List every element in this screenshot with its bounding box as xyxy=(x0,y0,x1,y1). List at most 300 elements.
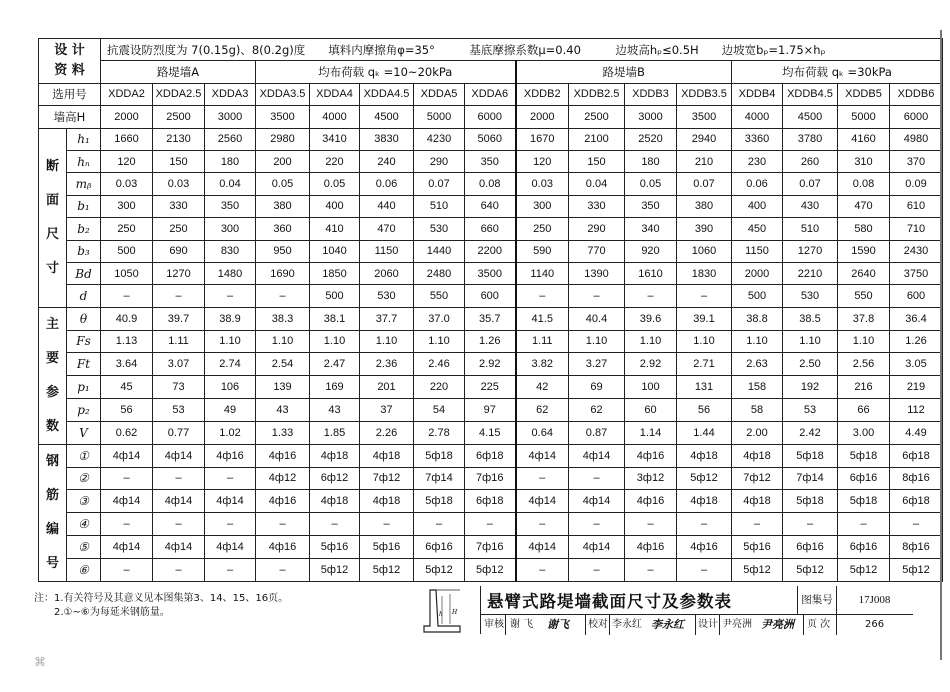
table-cell: 350 xyxy=(465,150,516,172)
table-cell: 3410 xyxy=(310,128,360,150)
table-cell: 4ф14 xyxy=(516,536,569,559)
table-cell: 2100 xyxy=(569,128,625,150)
table-cell: 3750 xyxy=(890,262,943,284)
design-label: 设计 xyxy=(698,618,718,630)
table-cell: 2.50 xyxy=(783,353,838,376)
table-cell: 4ф18 xyxy=(677,444,732,467)
table-cell: – xyxy=(516,558,569,581)
table-cell: 3.05 xyxy=(890,353,943,376)
model-cell: XDDA3 xyxy=(205,83,256,105)
table-cell: – xyxy=(360,513,414,536)
table-cell: 2.47 xyxy=(310,353,360,376)
table-cell: 6ф16 xyxy=(414,536,465,559)
table-cell: 4ф14 xyxy=(205,490,256,513)
table-cell: 4ф18 xyxy=(732,444,783,467)
table-cell: 3360 xyxy=(732,128,783,150)
table-cell: 200 xyxy=(256,150,310,172)
row-symbol: p₁ xyxy=(67,376,101,399)
table-cell: 1.26 xyxy=(465,330,516,353)
table-cell: 97 xyxy=(465,399,516,422)
table-cell: 290 xyxy=(414,150,465,172)
row-symbol: hₙ xyxy=(67,150,101,172)
table-cell: 150 xyxy=(569,150,625,172)
table-cell: 4ф16 xyxy=(256,536,310,559)
model-cell: XDDA5 xyxy=(414,83,465,105)
table-cell: 1.11 xyxy=(153,330,205,353)
table-cell: 1.44 xyxy=(677,421,732,444)
table-cell: 1390 xyxy=(569,262,625,284)
table-cell: 1.85 xyxy=(310,421,360,444)
row-symbol: b₃ xyxy=(67,240,101,262)
table-cell: 370 xyxy=(890,150,943,172)
table-cell: 430 xyxy=(783,195,838,217)
table-cell: 4ф18 xyxy=(677,490,732,513)
table-cell: 7ф14 xyxy=(783,467,838,490)
table-cell: 2.00 xyxy=(732,421,783,444)
table-cell: 550 xyxy=(838,285,890,307)
table-cell: 7ф16 xyxy=(465,467,516,490)
table-cell: 1.10 xyxy=(783,330,838,353)
table-cell: 1.26 xyxy=(890,330,943,353)
parameter-table xyxy=(38,38,943,582)
table-cell: 56 xyxy=(101,399,153,422)
table-cell: 500 xyxy=(101,240,153,262)
table-cell: 4ф12 xyxy=(256,467,310,490)
table-cell: 500 xyxy=(732,285,783,307)
table-cell: 53 xyxy=(153,399,205,422)
review-label: 审核 xyxy=(484,618,504,630)
table-cell: 950 xyxy=(256,240,310,262)
table-cell: 2200 xyxy=(465,240,516,262)
table-cell: – xyxy=(569,285,625,307)
table-cell: 250 xyxy=(516,218,569,240)
table-cell: 106 xyxy=(205,376,256,399)
table-cell: 5ф12 xyxy=(310,558,360,581)
table-cell: 7ф16 xyxy=(465,536,516,559)
table-cell: – xyxy=(625,558,677,581)
sheet-title: 悬臂式路堤墙截面尺寸及参数表 xyxy=(487,591,732,611)
table-cell: – xyxy=(205,467,256,490)
model-cell: XDDB2 xyxy=(516,83,569,105)
table-cell: 360 xyxy=(256,218,310,240)
table-cell: 0.04 xyxy=(569,173,625,195)
table-cell: 1830 xyxy=(677,262,732,284)
table-cell: 410 xyxy=(310,218,360,240)
table-cell: 3.82 xyxy=(516,353,569,376)
drawing-sheet xyxy=(34,38,935,638)
table-cell: 0.03 xyxy=(516,173,569,195)
table-cell: 0.04 xyxy=(205,173,256,195)
table-cell: 250 xyxy=(101,218,153,240)
table-cell: 36.4 xyxy=(890,307,943,330)
height-cell: 3000 xyxy=(205,106,256,128)
table-cell: 58 xyxy=(732,399,783,422)
table-cell: 73 xyxy=(153,376,205,399)
table-cell: – xyxy=(677,558,732,581)
table-cell: – xyxy=(465,513,516,536)
table-cell: 1440 xyxy=(414,240,465,262)
notes xyxy=(34,592,288,620)
table-cell: 4ф14 xyxy=(101,444,153,467)
table-cell: 3.00 xyxy=(838,421,890,444)
row-symbol: θ xyxy=(67,307,101,330)
height-cell: 6000 xyxy=(465,106,516,128)
table-cell: 4ф18 xyxy=(310,490,360,513)
table-cell: 40.4 xyxy=(569,307,625,330)
model-cell: XDDA2.5 xyxy=(153,83,205,105)
table-cell: 40.9 xyxy=(101,307,153,330)
table-cell: 210 xyxy=(677,150,732,172)
table-cell: 2.46 xyxy=(414,353,465,376)
table-cell: 0.62 xyxy=(101,421,153,444)
model-label: 选用号 xyxy=(39,83,101,105)
table-cell: 100 xyxy=(625,376,677,399)
table-cell: 158 xyxy=(732,376,783,399)
table-cell: 38.5 xyxy=(783,307,838,330)
table-cell: 4230 xyxy=(414,128,465,150)
designer-signature: 尹亮洲 xyxy=(761,617,794,631)
model-cell: XDDB2.5 xyxy=(569,83,625,105)
binding-edge xyxy=(940,30,942,660)
table-cell: 240 xyxy=(360,150,414,172)
table-cell: – xyxy=(153,285,205,307)
table-cell: – xyxy=(101,513,153,536)
table-cell: 3.27 xyxy=(569,353,625,376)
table-cell: 510 xyxy=(783,218,838,240)
table-cell: 6ф18 xyxy=(890,490,943,513)
model-cell: XDDB6 xyxy=(890,83,943,105)
table-cell: 1590 xyxy=(838,240,890,262)
table-cell: 1.10 xyxy=(205,330,256,353)
table-cell: 2.92 xyxy=(465,353,516,376)
table-cell: 1.02 xyxy=(205,421,256,444)
table-cell: 830 xyxy=(205,240,256,262)
table-cell: 38.9 xyxy=(205,307,256,330)
table-cell: 1040 xyxy=(310,240,360,262)
table-cell: 580 xyxy=(838,218,890,240)
table-cell: 54 xyxy=(414,399,465,422)
table-cell: – xyxy=(838,513,890,536)
table-cell: – xyxy=(256,558,310,581)
table-cell: 1.10 xyxy=(569,330,625,353)
table-cell: 380 xyxy=(256,195,310,217)
table-cell: 1.10 xyxy=(677,330,732,353)
table-cell: 5ф18 xyxy=(838,490,890,513)
table-cell: 192 xyxy=(783,376,838,399)
table-cell: 4ф16 xyxy=(256,490,310,513)
model-cell: XDDA2 xyxy=(101,83,153,105)
table-cell: – xyxy=(310,513,360,536)
row-symbol: Fs xyxy=(67,330,101,353)
height-cell: 3000 xyxy=(625,106,677,128)
table-cell: 510 xyxy=(414,195,465,217)
table-cell: 38.8 xyxy=(732,307,783,330)
page-number: 266 xyxy=(865,618,885,630)
table-cell: 43 xyxy=(310,399,360,422)
model-cell: XDDB3.5 xyxy=(677,83,732,105)
table-cell: 2.74 xyxy=(205,353,256,376)
table-cell: 5ф12 xyxy=(783,558,838,581)
sheet-footer xyxy=(34,586,912,638)
table-cell: 5ф12 xyxy=(414,558,465,581)
table-cell: 5ф18 xyxy=(414,444,465,467)
table-cell: 1660 xyxy=(101,128,153,150)
table-cell: 590 xyxy=(516,240,569,262)
section-label: 钢 筋 编 号 xyxy=(39,444,67,581)
table-cell: – xyxy=(153,513,205,536)
table-cell: 39.1 xyxy=(677,307,732,330)
table-cell: 3.07 xyxy=(153,353,205,376)
table-cell: 0.07 xyxy=(783,173,838,195)
table-cell: 216 xyxy=(838,376,890,399)
table-cell: 400 xyxy=(732,195,783,217)
table-cell: – xyxy=(569,467,625,490)
table-cell: 2640 xyxy=(838,262,890,284)
table-cell: 350 xyxy=(625,195,677,217)
table-cell: 4ф14 xyxy=(205,536,256,559)
table-cell: 660 xyxy=(465,218,516,240)
table-cell: 300 xyxy=(205,218,256,240)
table-cell: 2.92 xyxy=(625,353,677,376)
table-cell: 2560 xyxy=(205,128,256,150)
table-cell: 4ф14 xyxy=(101,490,153,513)
table-cell: 600 xyxy=(890,285,943,307)
table-cell: 710 xyxy=(890,218,943,240)
table-cell: 2.56 xyxy=(838,353,890,376)
table-cell: 2980 xyxy=(256,128,310,150)
check-label: 校对 xyxy=(588,618,608,630)
table-cell: 4ф18 xyxy=(360,490,414,513)
height-cell: 3500 xyxy=(256,106,310,128)
table-cell: 600 xyxy=(465,285,516,307)
height-cell: 2500 xyxy=(153,106,205,128)
table-cell: – xyxy=(890,513,943,536)
table-cell: 42 xyxy=(516,376,569,399)
table-cell: 7ф12 xyxy=(360,467,414,490)
table-cell: 4ф14 xyxy=(153,490,205,513)
table-cell: 1.10 xyxy=(310,330,360,353)
table-cell: 4ф16 xyxy=(677,536,732,559)
table-cell: 1.10 xyxy=(256,330,310,353)
table-cell: 1690 xyxy=(256,262,310,284)
table-cell: – xyxy=(205,285,256,307)
table-cell: 0.06 xyxy=(732,173,783,195)
height-cell: 2000 xyxy=(516,106,569,128)
table-cell: 2.71 xyxy=(677,353,732,376)
svg-text:H: H xyxy=(452,608,458,616)
table-cell: 220 xyxy=(414,376,465,399)
table-cell: 4ф16 xyxy=(625,444,677,467)
table-cell: 0.03 xyxy=(101,173,153,195)
table-cell: 45 xyxy=(101,376,153,399)
table-cell: 310 xyxy=(838,150,890,172)
table-cell: 4ф14 xyxy=(569,444,625,467)
table-cell: 640 xyxy=(465,195,516,217)
table-cell: 5ф12 xyxy=(838,558,890,581)
table-cell: – xyxy=(414,513,465,536)
table-cell: 5ф18 xyxy=(414,490,465,513)
table-cell: 66 xyxy=(838,399,890,422)
table-cell: 6ф12 xyxy=(310,467,360,490)
table-cell: 0.05 xyxy=(310,173,360,195)
table-cell: 4ф16 xyxy=(256,444,310,467)
table-cell: 2940 xyxy=(677,128,732,150)
table-cell: 5ф18 xyxy=(838,444,890,467)
table-cell: 1060 xyxy=(677,240,732,262)
table-cell: 5ф12 xyxy=(890,558,943,581)
table-cell: 4ф14 xyxy=(153,536,205,559)
table-cell: 6ф16 xyxy=(838,536,890,559)
table-cell: 4ф14 xyxy=(153,444,205,467)
table-cell: 5060 xyxy=(465,128,516,150)
table-cell: 610 xyxy=(890,195,943,217)
table-cell: – xyxy=(205,513,256,536)
table-cell: 0.09 xyxy=(890,173,943,195)
row-symbol: mᵦ xyxy=(67,173,101,195)
table-cell: 4ф16 xyxy=(625,490,677,513)
table-cell: 2060 xyxy=(360,262,414,284)
table-cell: 38.3 xyxy=(256,307,310,330)
table-cell: 0.64 xyxy=(516,421,569,444)
row-symbol: Bd xyxy=(67,262,101,284)
table-cell: 139 xyxy=(256,376,310,399)
table-cell: 37.7 xyxy=(360,307,414,330)
table-cell: 120 xyxy=(101,150,153,172)
table-cell: 5ф18 xyxy=(783,444,838,467)
table-cell: 4.15 xyxy=(465,421,516,444)
table-cell: 4ф14 xyxy=(569,490,625,513)
table-cell: 1670 xyxy=(516,128,569,150)
table-cell: 5ф12 xyxy=(360,558,414,581)
table-cell: 1610 xyxy=(625,262,677,284)
row-symbol: ③ xyxy=(67,490,101,513)
model-cell: XDDA6 xyxy=(465,83,516,105)
height-cell: 2500 xyxy=(569,106,625,128)
table-cell: 1.10 xyxy=(838,330,890,353)
table-cell: 530 xyxy=(414,218,465,240)
group-a-load: 均布荷载 qₖ =10~20kPa xyxy=(256,61,516,83)
table-cell: 150 xyxy=(153,150,205,172)
table-cell: 1140 xyxy=(516,262,569,284)
table-cell: 180 xyxy=(205,150,256,172)
row-symbol: ⑥ xyxy=(67,558,101,581)
table-cell: 330 xyxy=(569,195,625,217)
table-cell: 35.7 xyxy=(465,307,516,330)
table-cell: 1050 xyxy=(101,262,153,284)
section-label: 主 要 参 数 xyxy=(39,307,67,444)
table-cell: – xyxy=(677,513,732,536)
height-cell: 4000 xyxy=(310,106,360,128)
table-cell: 225 xyxy=(465,376,516,399)
table-cell: – xyxy=(153,467,205,490)
table-cell: – xyxy=(783,513,838,536)
table-cell: 4980 xyxy=(890,128,943,150)
height-cell: 5000 xyxy=(838,106,890,128)
table-cell: 1.33 xyxy=(256,421,310,444)
table-cell: 1.10 xyxy=(360,330,414,353)
title-block xyxy=(480,586,913,634)
table-cell: 38.1 xyxy=(310,307,360,330)
row-symbol: V xyxy=(67,421,101,444)
table-cell: – xyxy=(732,513,783,536)
table-cell: 6ф16 xyxy=(783,536,838,559)
table-cell: 219 xyxy=(890,376,943,399)
table-cell: 2.36 xyxy=(360,353,414,376)
table-cell: 60 xyxy=(625,399,677,422)
table-cell: – xyxy=(625,285,677,307)
table-cell: 440 xyxy=(360,195,414,217)
table-cell: 3ф12 xyxy=(625,467,677,490)
table-cell: 7ф12 xyxy=(732,467,783,490)
table-cell: 450 xyxy=(732,218,783,240)
model-cell: XDDB4.5 xyxy=(783,83,838,105)
table-cell: 1270 xyxy=(783,240,838,262)
table-cell: 0.05 xyxy=(625,173,677,195)
table-cell: – xyxy=(625,513,677,536)
note-line-2: 2.①~⑥为每延米钢筋量。 xyxy=(34,606,170,618)
table-cell: 2520 xyxy=(625,128,677,150)
model-cell: XDDB3 xyxy=(625,83,677,105)
table-cell: 690 xyxy=(153,240,205,262)
table-cell: 300 xyxy=(516,195,569,217)
table-cell: 0.08 xyxy=(465,173,516,195)
row-symbol: b₂ xyxy=(67,218,101,240)
row-symbol: b₁ xyxy=(67,195,101,217)
wall-section-icon xyxy=(416,586,478,636)
table-cell: 0.77 xyxy=(153,421,205,444)
table-cell: 3.64 xyxy=(101,353,153,376)
table-cell: 340 xyxy=(625,218,677,240)
table-cell: 2130 xyxy=(153,128,205,150)
table-cell: 0.08 xyxy=(838,173,890,195)
atlas-label: 图集号 xyxy=(797,586,837,614)
checker-name: 李永红 xyxy=(612,618,642,630)
checker-signature: 李永红 xyxy=(651,617,684,631)
table-cell: 1.10 xyxy=(732,330,783,353)
table-cell: 1270 xyxy=(153,262,205,284)
corner-stamp: ⌘ xyxy=(34,655,46,669)
table-cell: 5ф12 xyxy=(732,558,783,581)
table-cell: 1480 xyxy=(205,262,256,284)
table-cell: 1.14 xyxy=(625,421,677,444)
table-cell: 37.0 xyxy=(414,307,465,330)
table-cell: 2210 xyxy=(783,262,838,284)
table-cell: 2.26 xyxy=(360,421,414,444)
design-data-line: 抗震设防烈度为 7(0.15g)、8(0.2g)度 填料内摩擦角φ=35° 基底摩擦系数μ=0.40 边坡高hₚ≤0.5H 边坡宽bₚ=1.75×hₚ xyxy=(101,39,943,61)
table-cell: 2430 xyxy=(890,240,943,262)
table-cell: 530 xyxy=(360,285,414,307)
table-cell: 5ф16 xyxy=(310,536,360,559)
table-cell: 6ф18 xyxy=(465,490,516,513)
table-cell: 8ф16 xyxy=(890,536,943,559)
signature-row xyxy=(481,614,913,635)
table-cell: 6ф16 xyxy=(838,467,890,490)
table-cell: 1.10 xyxy=(414,330,465,353)
table-cell: – xyxy=(516,513,569,536)
table-cell: 180 xyxy=(625,150,677,172)
table-cell: 6ф18 xyxy=(465,444,516,467)
table-cell: 770 xyxy=(569,240,625,262)
table-cell: 4ф18 xyxy=(360,444,414,467)
table-cell: 250 xyxy=(153,218,205,240)
table-cell: 390 xyxy=(677,218,732,240)
group-b-load: 均布荷载 qₖ =30kPa xyxy=(732,61,943,83)
table-cell: 4ф14 xyxy=(101,536,153,559)
table-cell: 112 xyxy=(890,399,943,422)
table-cell: 1.11 xyxy=(516,330,569,353)
group-a-name: 路堤墙A xyxy=(101,61,256,83)
reviewer-signature: 谢飞 xyxy=(547,617,569,631)
